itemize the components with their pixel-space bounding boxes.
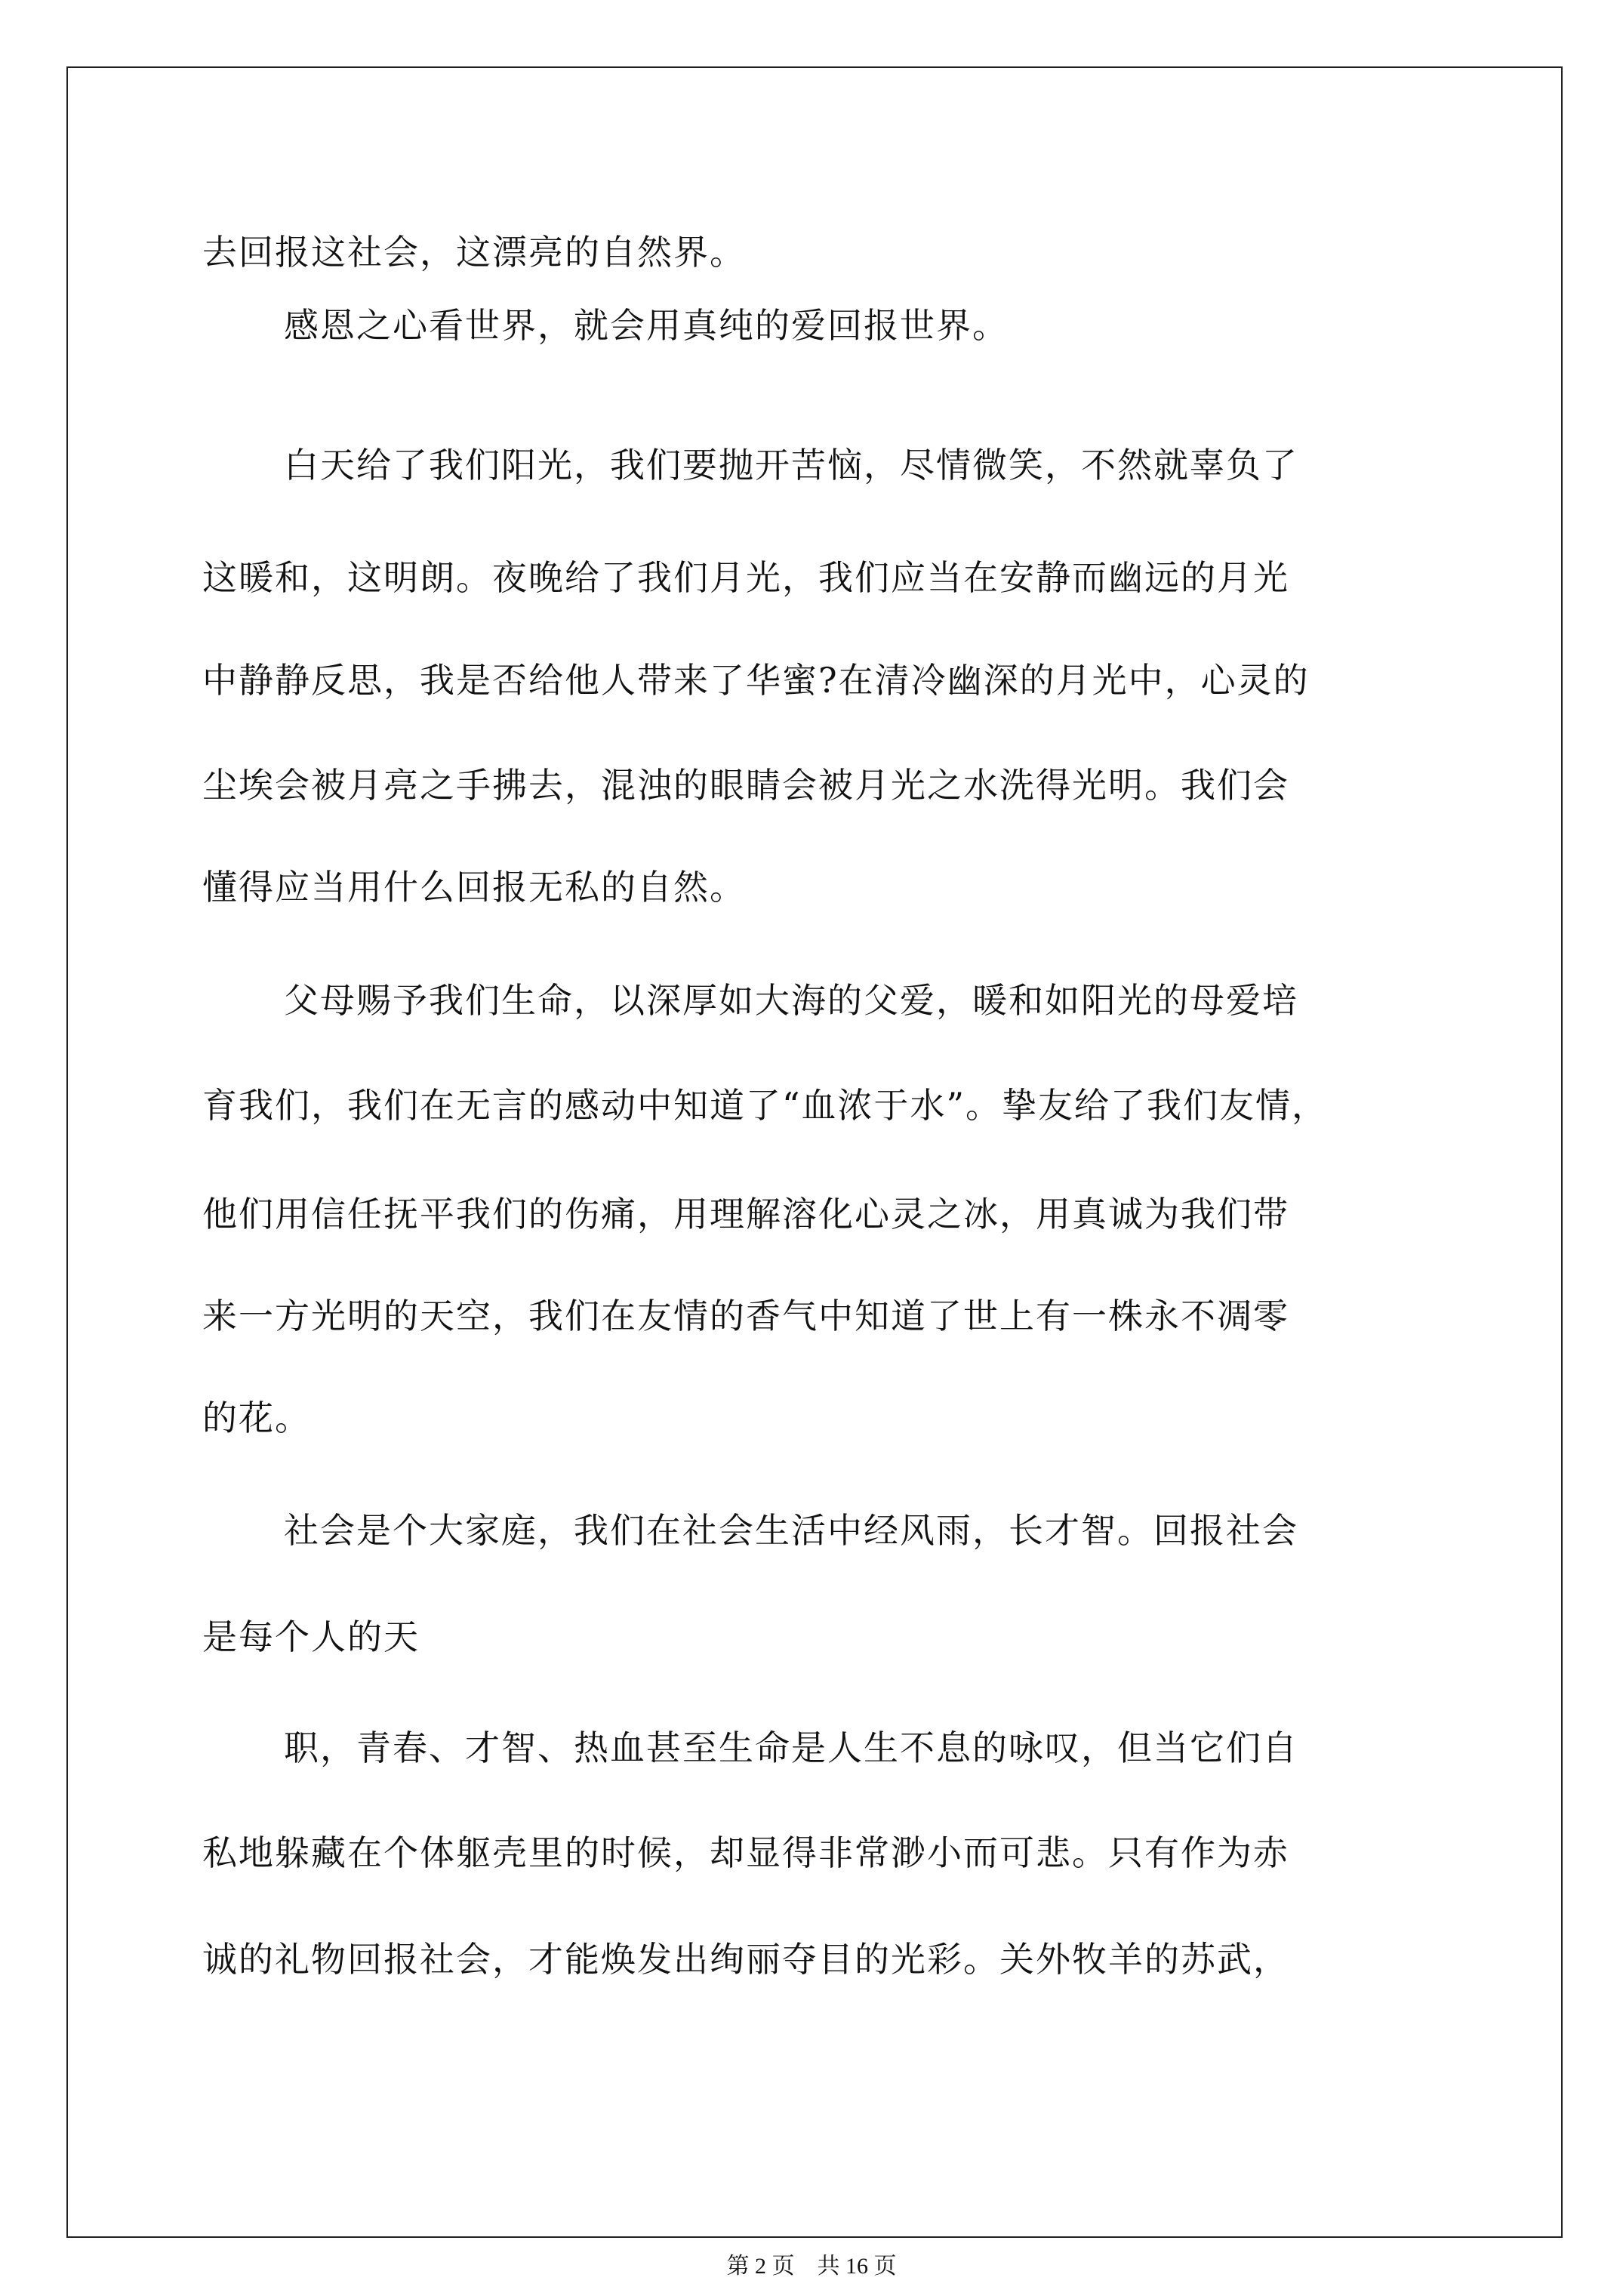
text-line: 职，青春、才智、热血甚至生命是人生不息的咏叹，但当它们自 [284,1727,1298,1768]
text-line: 这暖和，这明朗。夜晚给了我们月光，我们应当在安静而幽远的月光 [202,557,1289,598]
text-line: 白天给了我们阳光，我们要抛开苦恼，尽情微笑，不然就辜负了 [284,445,1298,485]
page-border [66,66,1563,2238]
text-line: 父母赐予我们生命，以深厚如大海的父爱，暖和如阳光的母爱培 [284,980,1298,1021]
text-line: 社会是个大家庭，我们在社会生活中经风雨，长才智。回报社会 [284,1510,1298,1551]
text-line: 的花。 [202,1398,311,1438]
text-line: 来一方光明的天空，我们在友情的香气中知道了世上有一株永不凋零 [202,1296,1289,1336]
page-number-footer: 第 2 页 共 16 页 [726,2254,897,2279]
text-line: 懂得应当用什么回报无私的自然。 [202,867,746,908]
text-line: 诚的礼物回报社会，才能焕发出绚丽夺目的光彩。关外牧羊的苏武， [202,1939,1289,1980]
text-line: 尘埃会被月亮之手拂去，混浊的眼睛会被月光之水洗得光明。我们会 [202,765,1289,806]
text-line: 中静静反思，我是否给他人带来了华蜜?在清冷幽深的月光中，心灵的 [202,660,1310,701]
text-line: 私地躲藏在个体躯壳里的时候，却显得非常渺小而可悲。只有作为赤 [202,1832,1289,1873]
text-line: 他们用信任抚平我们的伤痛，用理解溶化心灵之冰，用真诚为我们带 [202,1194,1289,1234]
text-line: 育我们，我们在无言的感动中知道了“血浓于水”。挚友给了我们友情， [202,1085,1329,1126]
text-line: 是每个人的天 [202,1616,420,1657]
text-line: 去回报这社会，这漂亮的自然界。 [202,232,746,273]
text-line: 感恩之心看世界，就会用真纯的爱回报世界。 [284,305,1009,346]
